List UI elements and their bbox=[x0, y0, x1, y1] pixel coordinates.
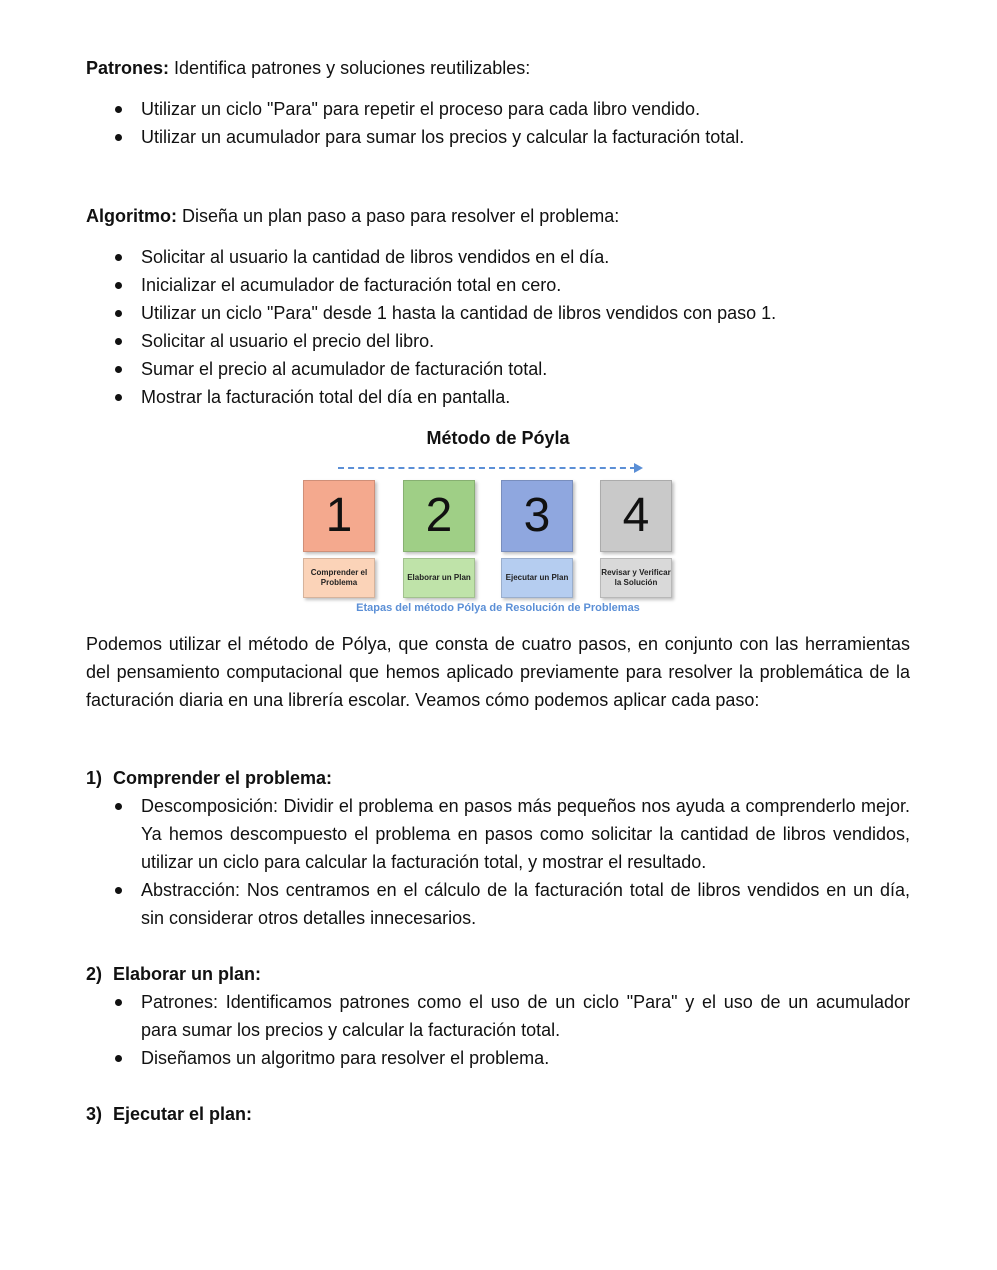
dashed-arrow bbox=[338, 467, 636, 469]
section-2-list bbox=[86, 988, 910, 1072]
patrones-paragraph bbox=[86, 54, 910, 82]
list-item: Abstracción: Nos centramos en el cálculo de la facturación total de libros vendidos en un día, sin considerar otros detalles innecesarios. bbox=[86, 876, 910, 932]
list-item: Solicitar al usuario el precio del libro. bbox=[86, 327, 910, 355]
step-label: Ejecutar un Plan bbox=[501, 558, 573, 598]
list-item: Utilizar un ciclo "Para" para repetir el proceso para cada libro vendido. bbox=[86, 95, 910, 123]
section-number: 1) bbox=[86, 768, 103, 788]
list-item: Sumar el precio al acumulador de facturación total. bbox=[86, 355, 910, 383]
document-page bbox=[86, 54, 910, 1128]
list-item: Diseñamos un algoritmo para resolver el problema. bbox=[86, 1044, 910, 1072]
list-item: Patrones: Identificamos patrones como el uso de un ciclo "Para" y el uso de un acumulador para sumar los precios y calcular la facturación total. bbox=[86, 988, 910, 1044]
algoritmo-text: Diseña un plan paso a paso para resolver el problema: bbox=[176, 206, 620, 226]
section-number: 2) bbox=[86, 964, 103, 984]
intro-paragraph: Podemos utilizar el método de Pólya, que consta de cuatro pasos, en conjunto con las herramientas del pensamiento computacional que hemos aplicado previamente para resolver la problemática de la facturación diaria en una librería escolar. Veamos cómo podemos aplicar cada paso: bbox=[86, 634, 910, 710]
list-item: Mostrar la facturación total del día en pantalla. bbox=[86, 383, 910, 411]
section-heading-2 bbox=[86, 960, 910, 988]
section-number: 3) bbox=[86, 1104, 103, 1124]
step-label: Elaborar un Plan bbox=[403, 558, 475, 598]
step-number: 2 bbox=[403, 480, 475, 552]
section-title: Comprender el problema: bbox=[113, 768, 333, 788]
polya-figure bbox=[298, 458, 698, 618]
list-item: Descomposición: Dividir el problema en pasos más pequeños nos ayuda a comprenderlo mejor. Ya hemos descompuesto el problema en pasos como solicitar la cantidad de libros vendidos, utilizar un ciclo para calcular la facturación total, y mostrar el resultado. bbox=[86, 792, 910, 876]
algoritmo-list bbox=[86, 243, 910, 411]
patrones-label: Patrones: bbox=[86, 58, 170, 78]
step-3 bbox=[501, 480, 571, 598]
step-2 bbox=[403, 480, 473, 598]
step-number: 1 bbox=[303, 480, 375, 552]
patrones-list bbox=[86, 95, 910, 151]
figure-caption: Etapas del método Pólya de Resolución de Problemas bbox=[356, 602, 640, 614]
step-number: 4 bbox=[600, 480, 672, 552]
arrow-head-icon bbox=[634, 463, 643, 473]
list-item: Inicializar el acumulador de facturación total en cero. bbox=[86, 271, 910, 299]
patrones-text: Identifica patrones y soluciones reutilizables: bbox=[169, 58, 531, 78]
section-title: Elaborar un plan: bbox=[113, 964, 262, 984]
step-label: Revisar y Verificar la Solución bbox=[600, 558, 672, 598]
algoritmo-label: Algoritmo: bbox=[86, 206, 177, 226]
figure-title: Método de Póyla bbox=[426, 428, 570, 448]
list-item: Solicitar al usuario la cantidad de libros vendidos en el día. bbox=[86, 243, 910, 271]
section-title: Ejecutar el plan: bbox=[113, 1104, 253, 1124]
list-item: Utilizar un acumulador para sumar los precios y calcular la facturación total. bbox=[86, 123, 910, 151]
list-item: Utilizar un ciclo "Para" desde 1 hasta la cantidad de libros vendidos con paso 1. bbox=[86, 299, 910, 327]
step-number: 3 bbox=[501, 480, 573, 552]
step-1 bbox=[303, 480, 373, 598]
algoritmo-paragraph bbox=[86, 202, 910, 230]
step-label: Comprender el Problema bbox=[303, 558, 375, 598]
section-heading-3 bbox=[86, 1100, 910, 1128]
section-heading-1 bbox=[86, 764, 910, 792]
section-1-list bbox=[86, 792, 910, 932]
step-4 bbox=[600, 480, 670, 598]
